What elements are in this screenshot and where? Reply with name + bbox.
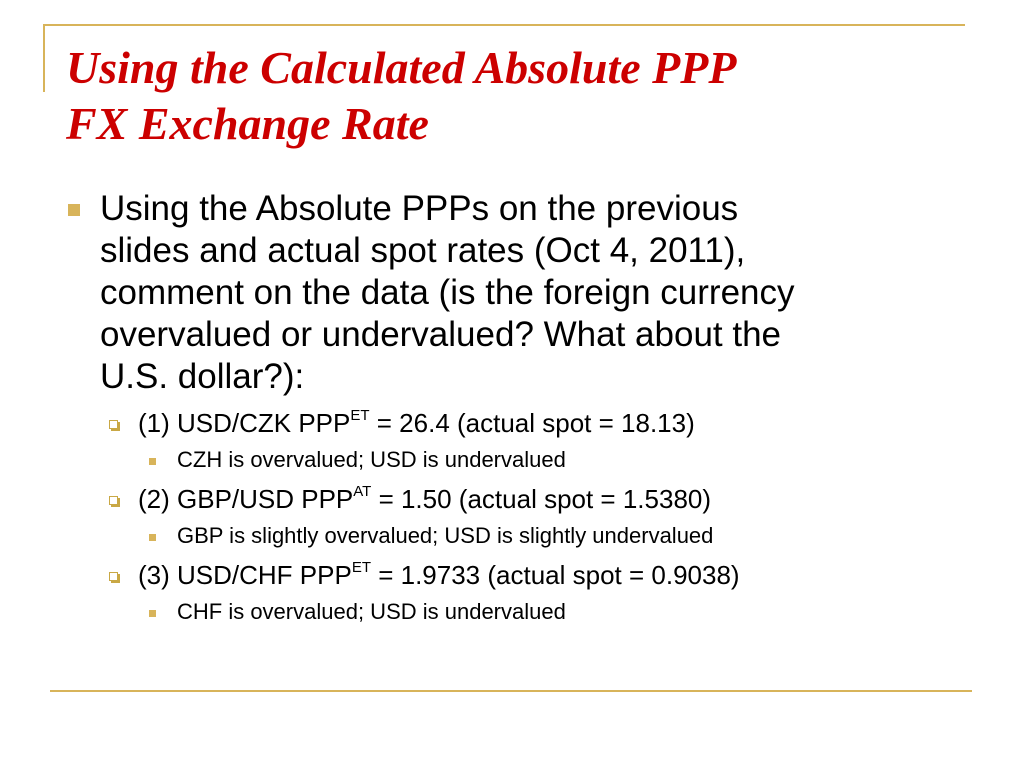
ppp-item-2-superscript: AT bbox=[353, 483, 372, 501]
small-square-bullet-icon bbox=[149, 610, 156, 617]
small-square-bullet-icon bbox=[149, 534, 156, 541]
slide-title bbox=[66, 40, 986, 152]
main-bullet-line-2: slides and actual spot rates (Oct 4, 2011), bbox=[100, 231, 746, 270]
ppp-item-2 bbox=[0, 484, 1024, 514]
left-rule bbox=[43, 24, 45, 92]
ppp-item-1-pair: (1) USD/CZK PPP bbox=[138, 408, 351, 438]
ppp-item-2-pair: (2) GBP/USD PPP bbox=[138, 484, 354, 514]
ppp-item-3-superscript: ET bbox=[351, 559, 371, 577]
ppp-item-1 bbox=[0, 408, 1024, 438]
ppp-item-2-values: = 1.50 (actual spot = 1.5380) bbox=[371, 484, 712, 514]
ppp-item-2-comment bbox=[0, 522, 1024, 550]
main-bullet-line-4: overvalued or undervalued? What about the bbox=[100, 315, 782, 354]
top-rule bbox=[44, 24, 965, 26]
slide-body bbox=[0, 188, 1024, 626]
main-bullet bbox=[0, 188, 960, 398]
ppp-item-3-values: = 1.9733 (actual spot = 0.9038) bbox=[370, 560, 740, 590]
small-square-bullet-icon bbox=[149, 458, 156, 465]
bottom-rule bbox=[50, 690, 972, 692]
ppp-item-1-superscript: ET bbox=[350, 407, 370, 425]
main-bullet-line-1: Using the Absolute PPPs on the previous bbox=[100, 189, 739, 228]
title-line-2: FX Exchange Rate bbox=[66, 98, 429, 149]
hollow-square-bullet-icon bbox=[109, 572, 118, 581]
ppp-item-3-comment bbox=[0, 598, 1024, 626]
hollow-square-bullet-icon bbox=[109, 496, 118, 505]
hollow-square-bullet-icon bbox=[109, 420, 118, 429]
ppp-item-1-values: = 26.4 (actual spot = 18.13) bbox=[369, 408, 695, 438]
main-bullet-line-3: comment on the data (is the foreign currency bbox=[100, 273, 795, 312]
title-line-1: Using the Calculated Absolute PPP bbox=[66, 42, 737, 93]
ppp-item-1-comment bbox=[0, 446, 1024, 474]
ppp-item-3 bbox=[0, 560, 1024, 590]
ppp-item-3-comment-text: CHF is overvalued; USD is undervalued bbox=[177, 599, 566, 624]
ppp-item-2-comment-text: GBP is slightly overvalued; USD is slightly undervalued bbox=[177, 523, 714, 548]
ppp-item-1-comment-text: CZH is overvalued; USD is undervalued bbox=[177, 447, 566, 472]
ppp-item-3-pair: (3) USD/CHF PPP bbox=[138, 560, 352, 590]
square-bullet-icon bbox=[68, 204, 80, 216]
main-bullet-line-5: U.S. dollar?): bbox=[100, 357, 305, 396]
